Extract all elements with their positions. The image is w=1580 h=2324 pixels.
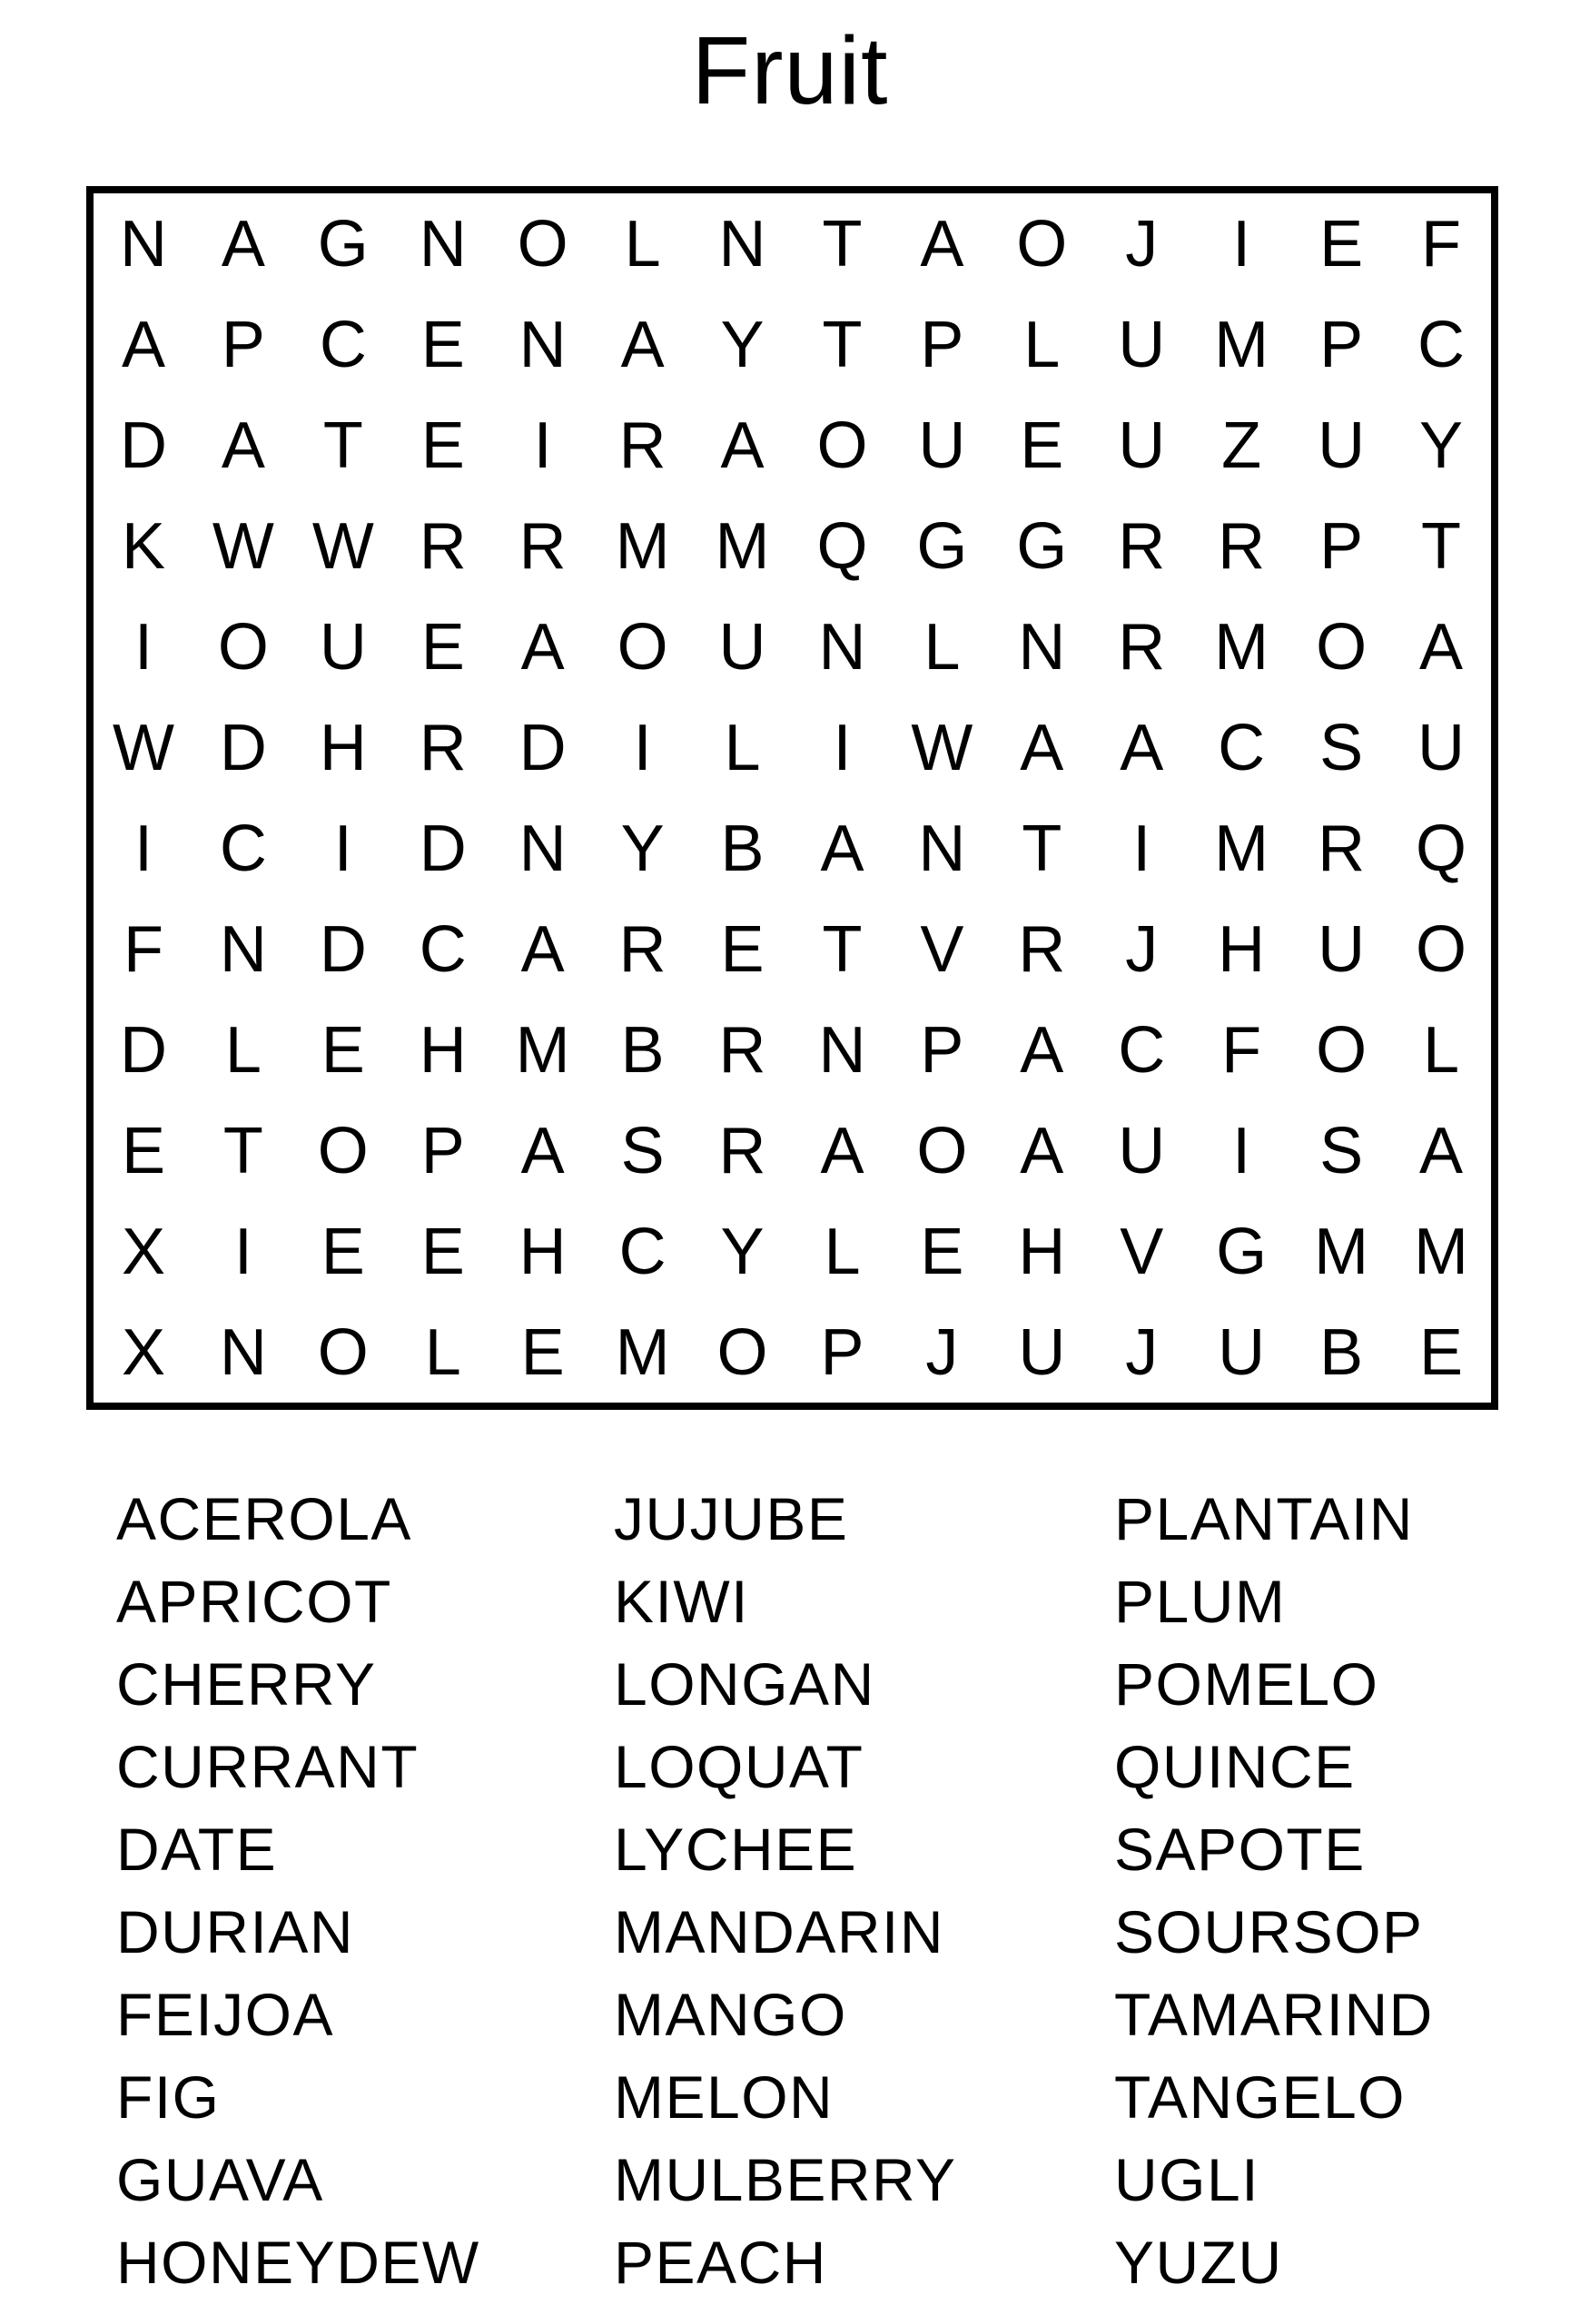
grid-cell-r2-c12[interactable]: M xyxy=(1214,308,1269,381)
grid-cell-r10-c9[interactable]: O xyxy=(916,1114,968,1187)
grid-cell-r3-c10[interactable]: E xyxy=(1020,409,1064,482)
grid-cell-r12-c9[interactable]: J xyxy=(925,1315,959,1389)
grid-cell-r11-c10[interactable]: H xyxy=(1018,1215,1066,1288)
grid-cell-r1-c14[interactable]: F xyxy=(1421,207,1462,281)
word-list-item: GUAVA xyxy=(116,2146,324,2213)
grid-cell-r10-c5[interactable]: A xyxy=(520,1114,565,1187)
grid-cell-r7-c12[interactable]: M xyxy=(1214,812,1269,885)
grid-cell-r8-c11[interactable]: J xyxy=(1125,912,1159,986)
grid-cell-r11-c3[interactable]: E xyxy=(321,1215,365,1288)
grid-cell-r4-c3[interactable]: W xyxy=(311,509,374,583)
grid-cell-r2-c13[interactable]: P xyxy=(1319,308,1364,381)
grid-cell-r2-c2[interactable]: P xyxy=(221,308,265,381)
grid-cell-r1-c12[interactable]: I xyxy=(1232,207,1251,281)
grid-cell-r11-c1[interactable]: X xyxy=(121,1215,165,1288)
grid-cell-r6-c1[interactable]: W xyxy=(112,711,174,784)
grid-cell-r12-c11[interactable]: J xyxy=(1125,1315,1159,1389)
grid-cell-r6-c7[interactable]: L xyxy=(724,711,761,784)
grid-cell-r6-c9[interactable]: W xyxy=(911,711,973,784)
grid-cell-r11-c6[interactable]: C xyxy=(618,1215,667,1288)
word-search-grid xyxy=(86,186,1498,1410)
grid-cell-r1-c6[interactable]: L xyxy=(624,207,661,281)
grid-cell-r12-c1[interactable]: X xyxy=(121,1315,165,1389)
grid-cell-r5-c8[interactable]: N xyxy=(818,610,866,684)
grid-cell-r7-c5[interactable]: N xyxy=(518,812,567,885)
grid-cell-r5-c9[interactable]: L xyxy=(923,610,961,684)
word-list-column-3 xyxy=(1114,1478,1434,2304)
grid-cell-r1-c1[interactable]: N xyxy=(119,207,167,281)
grid-cell-r2-c1[interactable]: A xyxy=(121,308,165,381)
word-list-item: FIG xyxy=(116,2063,221,2131)
grid-cell-r2-c10[interactable]: L xyxy=(1023,308,1061,381)
grid-cell-r10-c3[interactable]: O xyxy=(317,1114,369,1187)
grid-cell-r2-c5[interactable]: N xyxy=(518,308,567,381)
grid-cell-r3-c2[interactable]: A xyxy=(221,409,265,482)
grid-cell-r3-c9[interactable]: U xyxy=(918,409,966,482)
grid-cell-r12-c6[interactable]: M xyxy=(615,1315,670,1389)
grid-cell-r5-c14[interactable]: A xyxy=(1419,610,1464,684)
grid-cell-r1-c9[interactable]: A xyxy=(920,207,964,281)
grid-cell-r10-c13[interactable]: S xyxy=(1319,1114,1364,1187)
word-list-item: PLUM xyxy=(1114,1568,1287,1635)
grid-cell-r11-c5[interactable]: H xyxy=(518,1215,567,1288)
word-list-item: PLANTAIN xyxy=(1114,1485,1414,1552)
grid-cell-r6-c6[interactable]: I xyxy=(633,711,652,784)
grid-cell-r8-c10[interactable]: R xyxy=(1018,912,1066,986)
grid-cell-r12-c5[interactable]: E xyxy=(520,1315,565,1389)
grid-cell-r10-c12[interactable]: I xyxy=(1232,1114,1251,1187)
grid-cell-r11-c13[interactable]: M xyxy=(1314,1215,1369,1288)
word-list-item: PEACH xyxy=(614,2229,827,2296)
grid-cell-r4-c11[interactable]: R xyxy=(1118,509,1166,583)
grid-cell-r1-c7[interactable]: N xyxy=(718,207,766,281)
grid-cell-r2-c4[interactable]: E xyxy=(420,308,465,381)
grid-cell-r1-c13[interactable]: E xyxy=(1319,207,1364,281)
grid-cell-r7-c4[interactable]: D xyxy=(419,812,467,885)
grid-cell-r7-c9[interactable]: N xyxy=(918,812,966,885)
grid-cell-r10-c14[interactable]: A xyxy=(1419,1114,1464,1187)
word-list-item: LOQUAT xyxy=(614,1733,864,1800)
grid-cell-r9-c13[interactable]: O xyxy=(1316,1013,1368,1087)
word-list-item: UGLI xyxy=(1114,2146,1260,2213)
word-list-item: MELON xyxy=(614,2063,834,2131)
grid-cell-r9-c3[interactable]: E xyxy=(321,1013,365,1087)
grid-cell-r9-c4[interactable]: H xyxy=(419,1013,467,1087)
grid-cell-r12-c10[interactable]: U xyxy=(1018,1315,1066,1389)
word-list-item: LYCHEE xyxy=(614,1816,858,1883)
grid-cell-r12-c13[interactable]: B xyxy=(1319,1315,1364,1389)
grid-cell-r1-c8[interactable]: T xyxy=(822,207,863,281)
grid-cell-r4-c8[interactable]: Q xyxy=(816,509,868,583)
grid-cell-r6-c2[interactable]: D xyxy=(219,711,267,784)
grid-cell-r4-c13[interactable]: P xyxy=(1319,509,1364,583)
grid-cell-r2-c14[interactable]: C xyxy=(1417,308,1466,381)
grid-cell-r6-c5[interactable]: D xyxy=(518,711,567,784)
grid-cell-r12-c3[interactable]: O xyxy=(317,1315,369,1389)
grid-cell-r8-c14[interactable]: O xyxy=(1416,912,1467,986)
grid-cell-r5-c3[interactable]: U xyxy=(319,610,367,684)
word-list-item: MANGO xyxy=(614,1981,847,2048)
grid-cell-r12-c12[interactable]: U xyxy=(1218,1315,1266,1389)
grid-cell-r3-c11[interactable]: U xyxy=(1118,409,1166,482)
grid-cell-r4-c12[interactable]: R xyxy=(1218,509,1266,583)
grid-cell-r9-c14[interactable]: L xyxy=(1423,1013,1460,1087)
grid-cell-r1-c2[interactable]: A xyxy=(221,207,265,281)
grid-cell-r7-c11[interactable]: I xyxy=(1132,812,1151,885)
grid-cell-r9-c2[interactable]: L xyxy=(224,1013,262,1087)
word-list-item: TAMARIND xyxy=(1114,1981,1434,2048)
grid-cell-r10-c4[interactable]: P xyxy=(420,1114,465,1187)
grid-cell-r3-c14[interactable]: Y xyxy=(1419,409,1464,482)
grid-cell-r6-c12[interactable]: C xyxy=(1218,711,1266,784)
grid-cell-r3-c7[interactable]: A xyxy=(720,409,765,482)
word-list-item: FEIJOA xyxy=(116,1981,335,2048)
grid-cell-r6-c14[interactable]: U xyxy=(1417,711,1466,784)
word-list-item: YUZU xyxy=(1114,2229,1283,2296)
word-list-column-2 xyxy=(614,1478,957,2304)
grid-cell-r11-c9[interactable]: E xyxy=(920,1215,964,1288)
grid-cell-r4-c4[interactable]: R xyxy=(419,509,467,583)
grid-cell-r5-c5[interactable]: A xyxy=(520,610,565,684)
grid-cell-r3-c8[interactable]: O xyxy=(816,409,868,482)
grid-cell-r11-c11[interactable]: V xyxy=(1120,1215,1164,1288)
grid-cell-r12-c14[interactable]: E xyxy=(1419,1315,1464,1389)
grid-cell-r8-c9[interactable]: V xyxy=(920,912,964,986)
grid-cell-r8-c13[interactable]: U xyxy=(1318,912,1366,986)
grid-cell-r3-c4[interactable]: E xyxy=(420,409,465,482)
grid-cell-r9-c1[interactable]: D xyxy=(119,1013,167,1087)
grid-cell-r4-c6[interactable]: M xyxy=(615,509,670,583)
grid-cell-r3-c12[interactable]: Z xyxy=(1221,409,1262,482)
grid-cell-r12-c7[interactable]: O xyxy=(716,1315,768,1389)
grid-cell-r7-c1[interactable]: I xyxy=(133,812,153,885)
grid-cell-r2-c7[interactable]: Y xyxy=(720,308,765,381)
grid-cell-r10-c8[interactable]: A xyxy=(820,1114,864,1187)
grid-cell-r7-c3[interactable]: I xyxy=(333,812,352,885)
grid-cell-r9-c11[interactable]: C xyxy=(1118,1013,1166,1087)
grid-cell-r1-c10[interactable]: O xyxy=(1016,207,1068,281)
grid-cell-r8-c8[interactable]: T xyxy=(822,912,863,986)
grid-cell-r4-c7[interactable]: M xyxy=(715,509,770,583)
word-list-item: CHERRY xyxy=(116,1650,377,1718)
grid-cell-r3-c5[interactable]: I xyxy=(533,409,552,482)
grid-cell-r3-c3[interactable]: T xyxy=(322,409,363,482)
grid-cell-r7-c13[interactable]: R xyxy=(1318,812,1366,885)
grid-cell-r5-c1[interactable]: I xyxy=(133,610,153,684)
grid-cell-r7-c8[interactable]: A xyxy=(820,812,864,885)
grid-cell-r9-c12[interactable]: F xyxy=(1221,1013,1262,1087)
grid-cell-r5-c2[interactable]: O xyxy=(217,610,269,684)
grid-cell-r10-c10[interactable]: A xyxy=(1020,1114,1064,1187)
word-list-item: MANDARIN xyxy=(614,1898,945,1965)
grid-cell-r8-c2[interactable]: N xyxy=(219,912,267,986)
grid-cell-r7-c14[interactable]: Q xyxy=(1416,812,1467,885)
grid-cell-r5-c13[interactable]: O xyxy=(1316,610,1368,684)
grid-cell-r4-c9[interactable]: G xyxy=(916,509,968,583)
grid-cell-r12-c4[interactable]: L xyxy=(424,1315,461,1389)
grid-cell-r5-c7[interactable]: U xyxy=(718,610,766,684)
grid-cell-r7-c7[interactable]: B xyxy=(720,812,765,885)
grid-cell-r6-c8[interactable]: I xyxy=(833,711,852,784)
grid-cell-r9-c8[interactable]: N xyxy=(818,1013,866,1087)
grid-cell-r12-c8[interactable]: P xyxy=(820,1315,864,1389)
grid-cell-r7-c10[interactable]: T xyxy=(1022,812,1062,885)
grid-cell-r10-c2[interactable]: T xyxy=(222,1114,263,1187)
grid-cell-r8-c1[interactable]: F xyxy=(123,912,163,986)
grid-cell-r2-c6[interactable]: A xyxy=(620,308,665,381)
grid-cell-r9-c9[interactable]: P xyxy=(920,1013,964,1087)
grid-cell-r10-c6[interactable]: S xyxy=(620,1114,665,1187)
grid-cell-r4-c10[interactable]: G xyxy=(1016,509,1068,583)
grid-cell-r6-c3[interactable]: H xyxy=(319,711,367,784)
grid-cell-r10-c1[interactable]: E xyxy=(121,1114,165,1187)
word-list-item: HONEYDEW xyxy=(116,2229,480,2296)
grid-cell-r7-c6[interactable]: Y xyxy=(620,812,665,885)
grid-cell-r11-c4[interactable]: E xyxy=(420,1215,465,1288)
grid-cell-r6-c13[interactable]: S xyxy=(1319,711,1364,784)
word-list-item: DURIAN xyxy=(116,1898,355,1965)
grid-cell-r5-c10[interactable]: N xyxy=(1018,610,1066,684)
grid-cell-r8-c6[interactable]: R xyxy=(618,912,667,986)
grid-cell-r9-c7[interactable]: R xyxy=(718,1013,766,1087)
grid-cell-r10-c11[interactable]: U xyxy=(1118,1114,1166,1187)
grid-cell-r10-c7[interactable]: R xyxy=(718,1114,766,1187)
word-list-item: CURRANT xyxy=(116,1733,420,1800)
grid-cell-r4-c1[interactable]: K xyxy=(121,509,165,583)
grid-cell-r4-c14[interactable]: T xyxy=(1421,509,1462,583)
grid-cell-r8-c3[interactable]: D xyxy=(319,912,367,986)
grid-cell-r2-c3[interactable]: C xyxy=(319,308,367,381)
grid-cell-r11-c2[interactable]: I xyxy=(233,1215,252,1288)
grid-cell-r6-c4[interactable]: R xyxy=(419,711,467,784)
word-list-item: QUINCE xyxy=(1114,1733,1356,1800)
grid-cell-r1-c4[interactable]: N xyxy=(419,207,467,281)
word-list-item: APRICOT xyxy=(116,1568,392,1635)
grid-cell-r12-c2[interactable]: N xyxy=(219,1315,267,1389)
grid-cell-r8-c4[interactable]: C xyxy=(419,912,467,986)
word-list-item: TANGELO xyxy=(1114,2063,1407,2131)
grid-cell-r1-c3[interactable]: G xyxy=(317,207,369,281)
grid-cell-r3-c13[interactable]: U xyxy=(1318,409,1366,482)
grid-cell-r6-c11[interactable]: A xyxy=(1120,711,1164,784)
grid-cell-r11-c7[interactable]: Y xyxy=(720,1215,765,1288)
word-list-item: SAPOTE xyxy=(1114,1816,1366,1883)
page-title: Fruit xyxy=(691,17,889,124)
grid-cell-r2-c8[interactable]: T xyxy=(822,308,863,381)
grid-cell-r8-c5[interactable]: A xyxy=(520,912,565,986)
grid-cell-r1-c11[interactable]: J xyxy=(1125,207,1159,281)
grid-cell-r3-c1[interactable]: D xyxy=(119,409,167,482)
word-list-item: SOURSOP xyxy=(1114,1898,1424,1965)
grid-cell-r11-c12[interactable]: G xyxy=(1216,1215,1268,1288)
grid-cell-r9-c10[interactable]: A xyxy=(1020,1013,1064,1087)
grid-cell-r2-c9[interactable]: P xyxy=(920,308,964,381)
grid-cell-r9-c6[interactable]: B xyxy=(620,1013,665,1087)
grid-cell-r7-c2[interactable]: C xyxy=(219,812,267,885)
grid-cell-r6-c10[interactable]: A xyxy=(1020,711,1064,784)
grid-cell-r9-c5[interactable]: M xyxy=(515,1013,570,1087)
grid-cell-r3-c6[interactable]: R xyxy=(618,409,667,482)
grid-cell-r11-c14[interactable]: M xyxy=(1414,1215,1469,1288)
grid-cell-r5-c12[interactable]: M xyxy=(1214,610,1269,684)
grid-cell-r4-c5[interactable]: R xyxy=(518,509,567,583)
word-list-item: ACEROLA xyxy=(116,1485,412,1552)
word-list-item: JUJUBE xyxy=(614,1485,849,1552)
grid-cell-r4-c2[interactable]: W xyxy=(212,509,274,583)
grid-cell-r8-c12[interactable]: H xyxy=(1218,912,1266,986)
word-list-item: LONGAN xyxy=(614,1650,875,1718)
word-list-column-1 xyxy=(116,1478,480,2304)
grid-cell-r5-c11[interactable]: R xyxy=(1118,610,1166,684)
word-list-item: POMELO xyxy=(1114,1650,1379,1718)
word-list-item: KIWI xyxy=(614,1568,749,1635)
grid-cell-r2-c11[interactable]: U xyxy=(1118,308,1166,381)
grid-cell-r5-c6[interactable]: O xyxy=(617,610,668,684)
word-list-item: MULBERRY xyxy=(614,2146,957,2213)
grid-cell-r1-c5[interactable]: O xyxy=(517,207,568,281)
grid-cell-r5-c4[interactable]: E xyxy=(420,610,465,684)
grid-cell-r8-c7[interactable]: E xyxy=(720,912,765,986)
word-list-item: DATE xyxy=(116,1816,278,1883)
grid-cell-r11-c8[interactable]: L xyxy=(824,1215,861,1288)
